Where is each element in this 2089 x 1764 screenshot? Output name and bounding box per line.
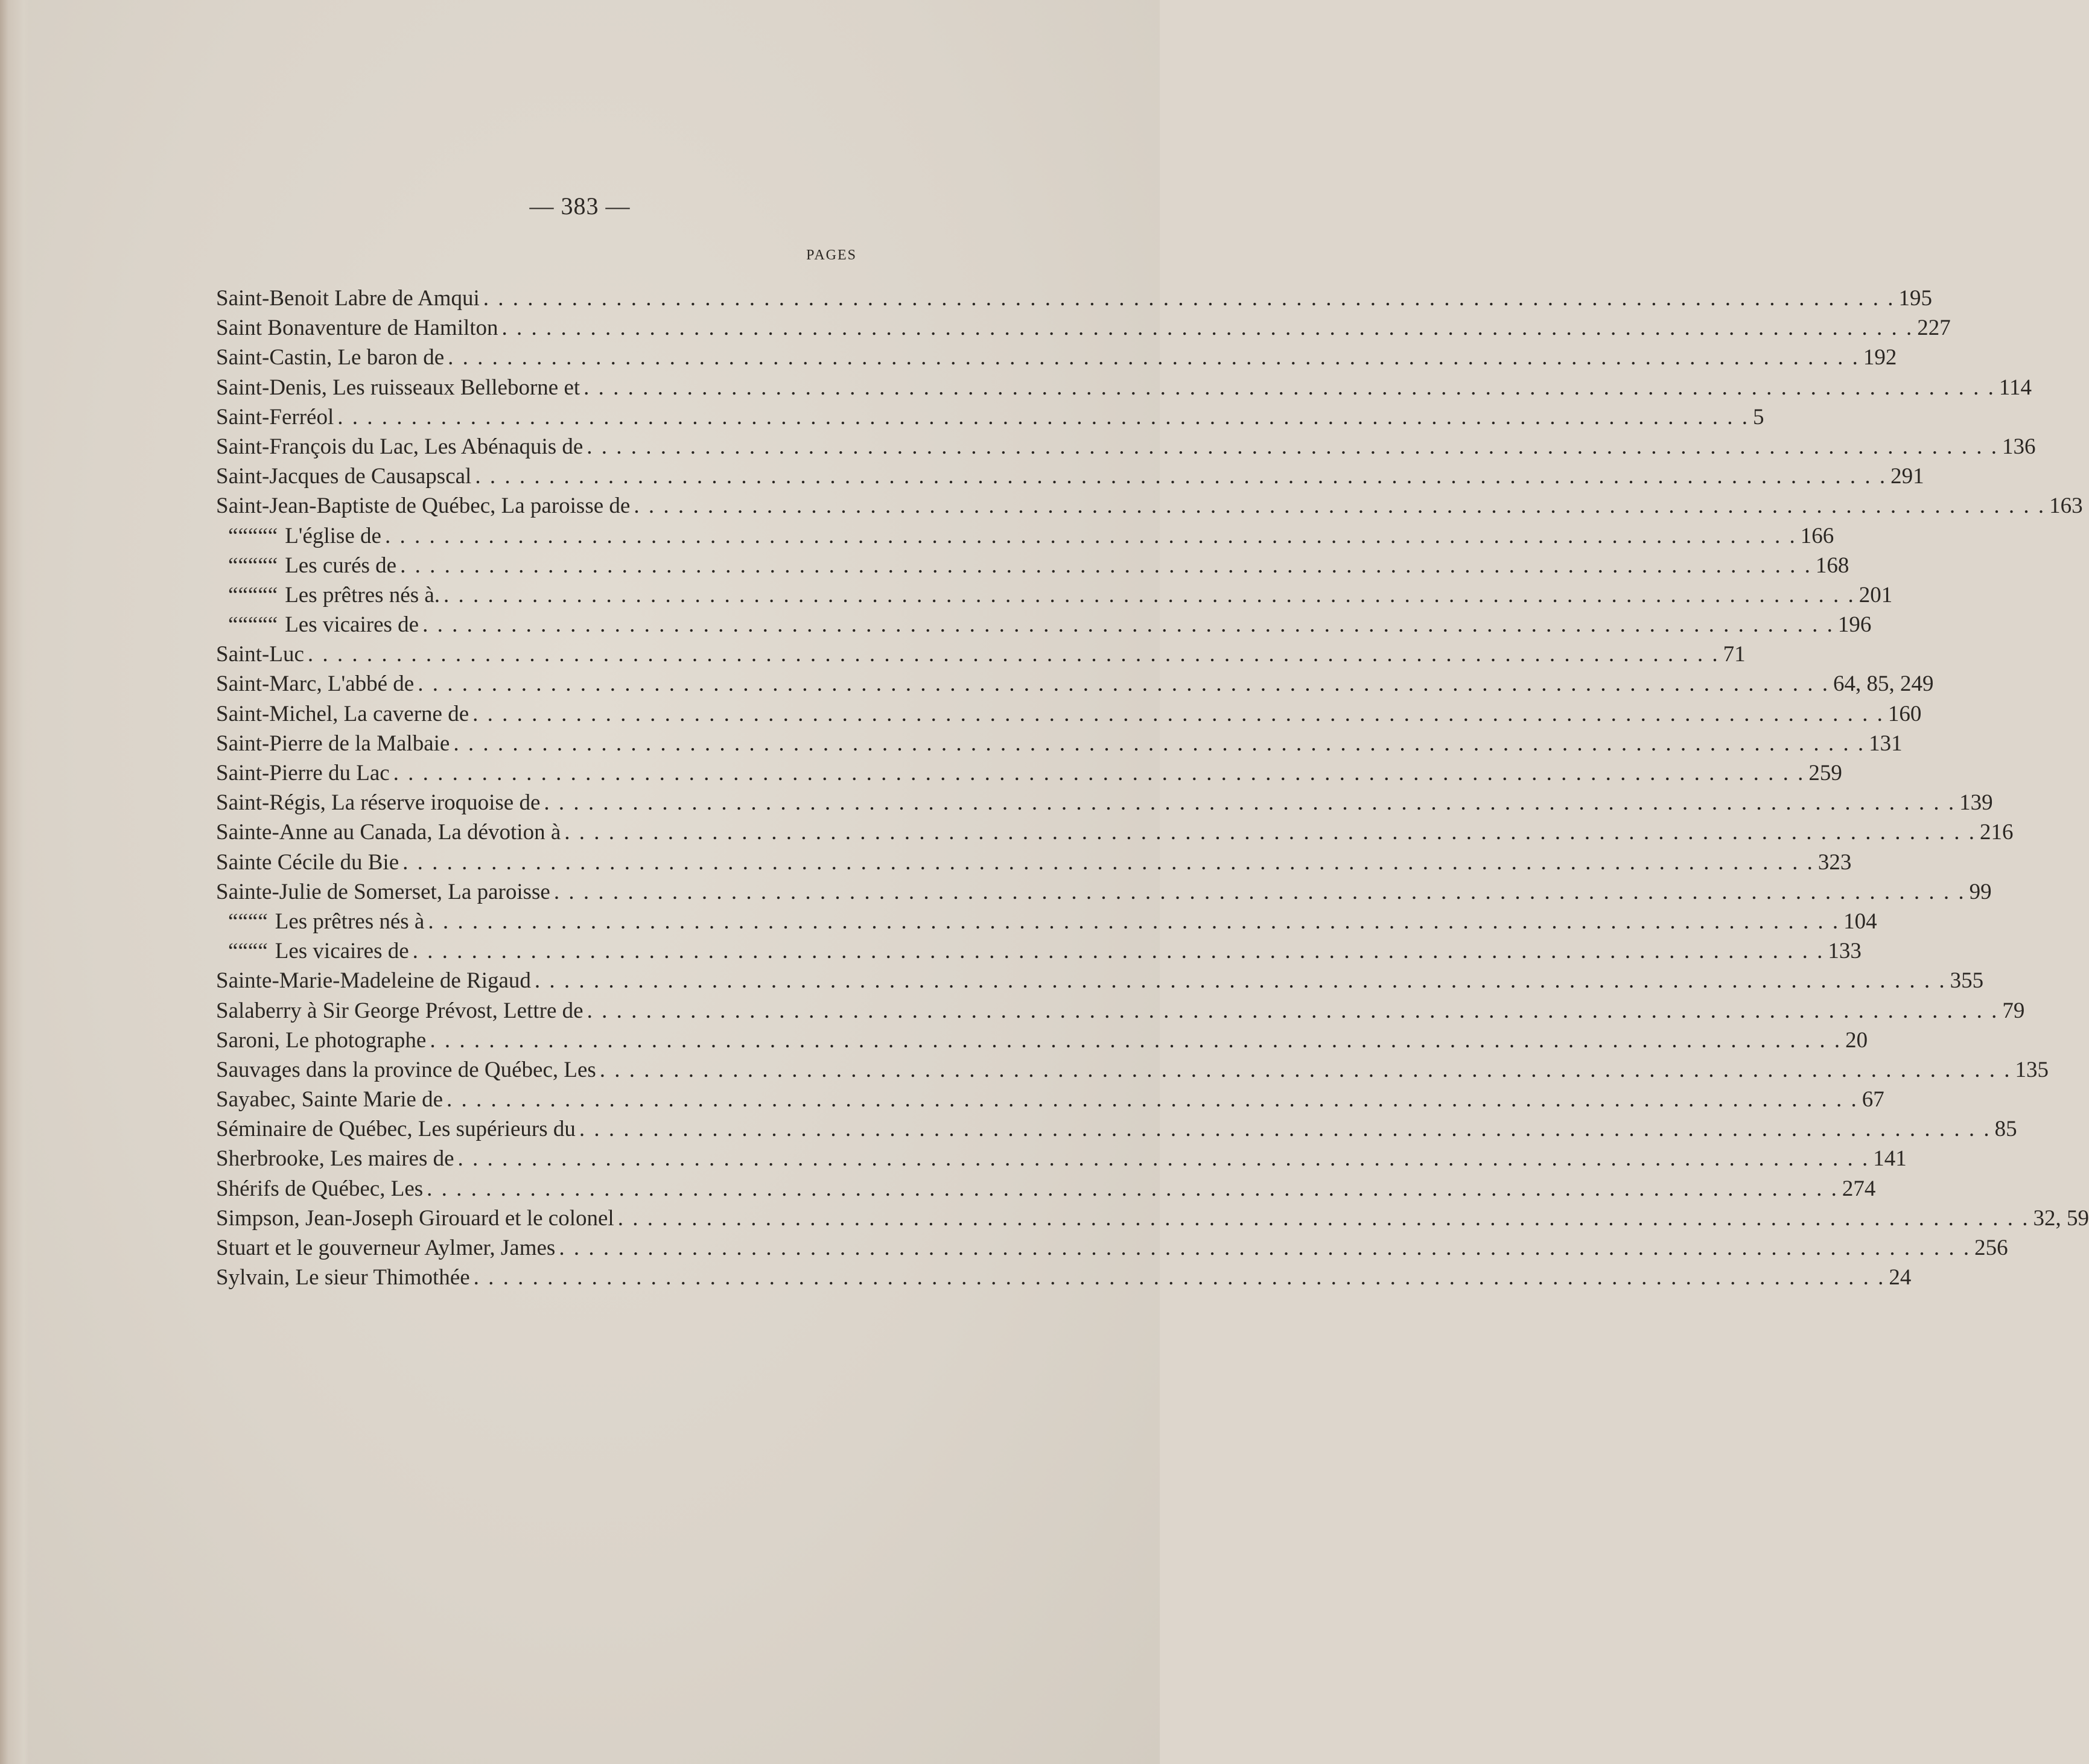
entry-page-number: 64, 85, 249: [1833, 671, 1934, 697]
ditto-mark: “: [238, 553, 248, 578]
index-entry: [216, 907, 1877, 936]
entry-title: Saint-Benoit Labre de Amqui: [216, 286, 480, 311]
entry-title: Les prêtres nés à: [275, 909, 425, 934]
dot-leader: [385, 521, 1797, 551]
ditto-mark: “: [267, 612, 278, 638]
dot-leader: [475, 462, 1887, 491]
dot-leader: [564, 817, 1976, 847]
entry-title: Les prêtres nés à.: [285, 582, 440, 608]
index-entry: [216, 1174, 1876, 1204]
index-entry: [216, 284, 1932, 313]
entry-title: Saint-Denis, Les ruisseaux Belleborne et: [216, 375, 580, 400]
index-entry: [216, 610, 1872, 639]
index-entry: [216, 373, 2032, 402]
entry-page-number: 166: [1800, 523, 1834, 548]
entry-title: Sayabec, Sainte Marie de: [216, 1087, 444, 1112]
entry-page-number: 256: [1974, 1236, 2008, 1260]
index-entry: [216, 1085, 1884, 1114]
dot-leader: [458, 1144, 1870, 1173]
dot-leader: [535, 966, 1947, 995]
entry-page-number: 114: [1998, 375, 2032, 400]
entry-title: Saint-Jacques de Causapscal: [216, 464, 472, 489]
dot-leader: [474, 1263, 1886, 1292]
dot-leader: [544, 788, 1956, 817]
dot-leader: [600, 1055, 2012, 1085]
entry-page-number: 227: [1917, 316, 1951, 341]
ditto-mark: “: [247, 909, 258, 934]
ditto-mark: “: [228, 909, 238, 934]
entry-title: Sainte-Julie de Somerset, La paroisse: [216, 879, 550, 904]
index-entry: [216, 491, 2083, 521]
entry-title: L'église de: [285, 523, 381, 548]
ditto-mark: “: [238, 612, 248, 638]
dot-leader: [393, 758, 1805, 788]
index-entry: [216, 432, 2036, 462]
entry-page-number: 216: [1980, 820, 2014, 845]
dot-leader: [583, 373, 1995, 402]
dot-leader: [554, 877, 1966, 907]
entry-page-number: 141: [1873, 1146, 1907, 1172]
entry-title: Sainte Cécile du Bie: [216, 849, 399, 875]
dot-leader: [618, 1204, 2030, 1233]
ditto-mark: “: [247, 523, 258, 548]
entry-title: Les vicaires de: [275, 939, 409, 964]
dot-leader: [448, 343, 1860, 372]
entry-title: Saint-Pierre de la Malbaie: [216, 731, 450, 756]
dot-leader: [472, 699, 1884, 729]
entry-title: Shérifs de Québec, Les: [216, 1176, 424, 1201]
entry-page-number: 135: [2015, 1057, 2049, 1082]
index-entry: [216, 669, 1934, 699]
entry-title: Saint-Luc: [216, 642, 304, 667]
dot-leader: [559, 1233, 1971, 1263]
index-entry: [216, 580, 1893, 610]
ditto-mark: “: [247, 939, 258, 964]
ditto-mark: “: [258, 582, 268, 608]
ditto-mark: “: [258, 939, 268, 964]
ditto-mark: “: [258, 523, 268, 548]
index-entry: [216, 521, 1834, 551]
entry-title: Saint Bonaventure de Hamilton: [216, 316, 498, 341]
entry-page-number: 323: [1817, 849, 1852, 875]
entry-page-number: 160: [1887, 701, 1922, 726]
index-entry: [216, 1204, 2089, 1233]
index-entry: [216, 729, 1903, 758]
dot-leader: [587, 432, 1998, 462]
dot-leader: [444, 580, 1855, 610]
index-entry: [216, 699, 1922, 729]
ditto-mark: “: [228, 553, 238, 578]
index-entry: [216, 877, 1992, 907]
dot-leader: [453, 729, 1865, 758]
ditto-mark: “: [267, 582, 278, 608]
entry-page-number: 67: [1862, 1087, 1884, 1112]
ditto-mark: “: [247, 582, 258, 608]
ditto-mark: “: [228, 939, 238, 964]
entry-title: Saint-Ferréol: [216, 404, 334, 430]
ditto-mark: “: [247, 612, 258, 638]
entry-page-number: 259: [1808, 761, 1842, 785]
ditto-mark: “: [258, 612, 268, 638]
dot-leader: [634, 491, 2046, 521]
ditto-mark: “: [267, 553, 278, 578]
entry-title: Les vicaires de: [285, 612, 419, 638]
entry-page-number: 71: [1723, 642, 1746, 667]
index-entry: [216, 402, 1764, 432]
entry-page-number: 79: [2002, 998, 2025, 1023]
entry-title: Les curés de: [285, 553, 397, 578]
entry-title: Sherbrooke, Les maires de: [216, 1146, 454, 1172]
dot-leader: [428, 907, 1840, 936]
index-entry: [216, 936, 1862, 966]
pages-column-header: PAGES: [806, 247, 857, 263]
dot-leader: [502, 313, 1914, 343]
page-binding-edge: [0, 0, 29, 1764]
ditto-mark: “: [247, 553, 258, 578]
entry-page-number: 32, 59: [2033, 1205, 2089, 1231]
index-entry: [216, 1026, 1868, 1055]
ditto-mark: “: [228, 523, 238, 548]
ditto-mark: “: [258, 909, 268, 934]
index-entry: [216, 551, 1849, 580]
entry-title: Saint-Castin, Le baron de: [216, 345, 445, 370]
entry-page-number: 139: [1959, 790, 1993, 816]
index-entry: [216, 1144, 1907, 1173]
ditto-mark: “: [267, 523, 278, 548]
index-entry: [216, 1263, 1912, 1292]
index-entry: [216, 343, 1897, 372]
entry-title: Salaberry à Sir George Prévost, Lettre de: [216, 998, 583, 1023]
entry-page-number: 192: [1863, 345, 1897, 370]
dot-leader: [308, 639, 1720, 669]
index-entry: [216, 758, 1842, 788]
entry-page-number: 291: [1890, 464, 1924, 489]
index-entry: [216, 1233, 2008, 1263]
ditto-mark: “: [238, 523, 248, 548]
dot-leader: [418, 669, 1830, 699]
index-entry: [216, 462, 1924, 491]
index-entry-list: [216, 284, 2089, 1292]
entry-page-number: 85: [1994, 1117, 2017, 1142]
ditto-mark: “: [238, 582, 248, 608]
dot-leader: [447, 1085, 1858, 1114]
dot-leader: [402, 848, 1814, 877]
entry-title: Sainte-Marie-Madeleine de Rigaud: [216, 968, 531, 994]
entry-page-number: 196: [1837, 612, 1872, 638]
index-entry: [216, 966, 1984, 995]
index-entry: [216, 996, 2025, 1026]
entry-page-number: 355: [1950, 968, 1984, 994]
entry-page-number: 136: [2002, 434, 2036, 459]
entry-title: Simpson, Jean-Joseph Girouard et le colonel: [216, 1205, 614, 1231]
ditto-mark: “: [228, 582, 238, 608]
entry-page-number: 131: [1869, 731, 1903, 756]
entry-page-number: 133: [1828, 939, 1862, 964]
dot-leader: [430, 1026, 1842, 1055]
dot-leader: [400, 551, 1812, 580]
dot-leader: [337, 402, 1749, 432]
entry-title: Sainte-Anne au Canada, La dévotion à: [216, 820, 561, 845]
entry-title: Sylvain, Le sieur Thimothée: [216, 1265, 470, 1290]
entry-title: Séminaire de Québec, Les supérieurs du: [216, 1117, 576, 1142]
entry-title: Saint-Régis, La réserve iroquoise de: [216, 790, 541, 816]
dot-leader: [413, 936, 1825, 966]
entry-title: Saint-Pierre du Lac: [216, 761, 390, 785]
entry-page-number: 163: [2049, 493, 2083, 519]
entry-page-number: 195: [1898, 286, 1932, 311]
index-entry: [216, 639, 1746, 669]
entry-title: Saint-Michel, La caverne de: [216, 701, 469, 726]
dot-leader: [579, 1114, 1991, 1144]
index-entry: [216, 817, 2014, 847]
ditto-mark: “: [238, 909, 248, 934]
entry-page-number: 274: [1842, 1176, 1876, 1201]
entry-page-number: 168: [1815, 553, 1849, 578]
entry-title: Saint-Marc, L'abbé de: [216, 671, 415, 697]
dot-leader: [483, 284, 1895, 313]
entry-page-number: 104: [1843, 909, 1877, 934]
index-entry: [216, 1114, 2017, 1144]
entry-page-number: 99: [1969, 879, 1992, 904]
index-entry: [216, 313, 1951, 343]
index-entry: [216, 848, 1852, 877]
index-entry: [216, 1055, 2049, 1085]
dot-leader: [427, 1174, 1839, 1204]
entry-title: Saint-Jean-Baptiste de Québec, La paroisse de: [216, 493, 631, 519]
entry-page-number: 24: [1889, 1265, 1912, 1290]
entry-title: Sauvages dans la province de Québec, Les: [216, 1057, 596, 1082]
dot-leader: [422, 610, 1834, 639]
entry-title: Saroni, Le photographe: [216, 1027, 427, 1053]
ditto-mark: “: [258, 553, 268, 578]
entry-title: Stuart et le gouverneur Aylmer, James: [216, 1236, 556, 1260]
entry-page-number: 5: [1752, 404, 1764, 430]
index-entry: [216, 788, 1993, 817]
dot-leader: [587, 996, 1999, 1026]
entry-page-number: 201: [1858, 582, 1893, 608]
page-number: — 383 —: [529, 192, 631, 220]
entry-page-number: 20: [1845, 1027, 1868, 1053]
ditto-mark: “: [238, 939, 248, 964]
entry-title: Saint-François du Lac, Les Abénaquis de: [216, 434, 583, 459]
ditto-mark: “: [228, 612, 238, 638]
